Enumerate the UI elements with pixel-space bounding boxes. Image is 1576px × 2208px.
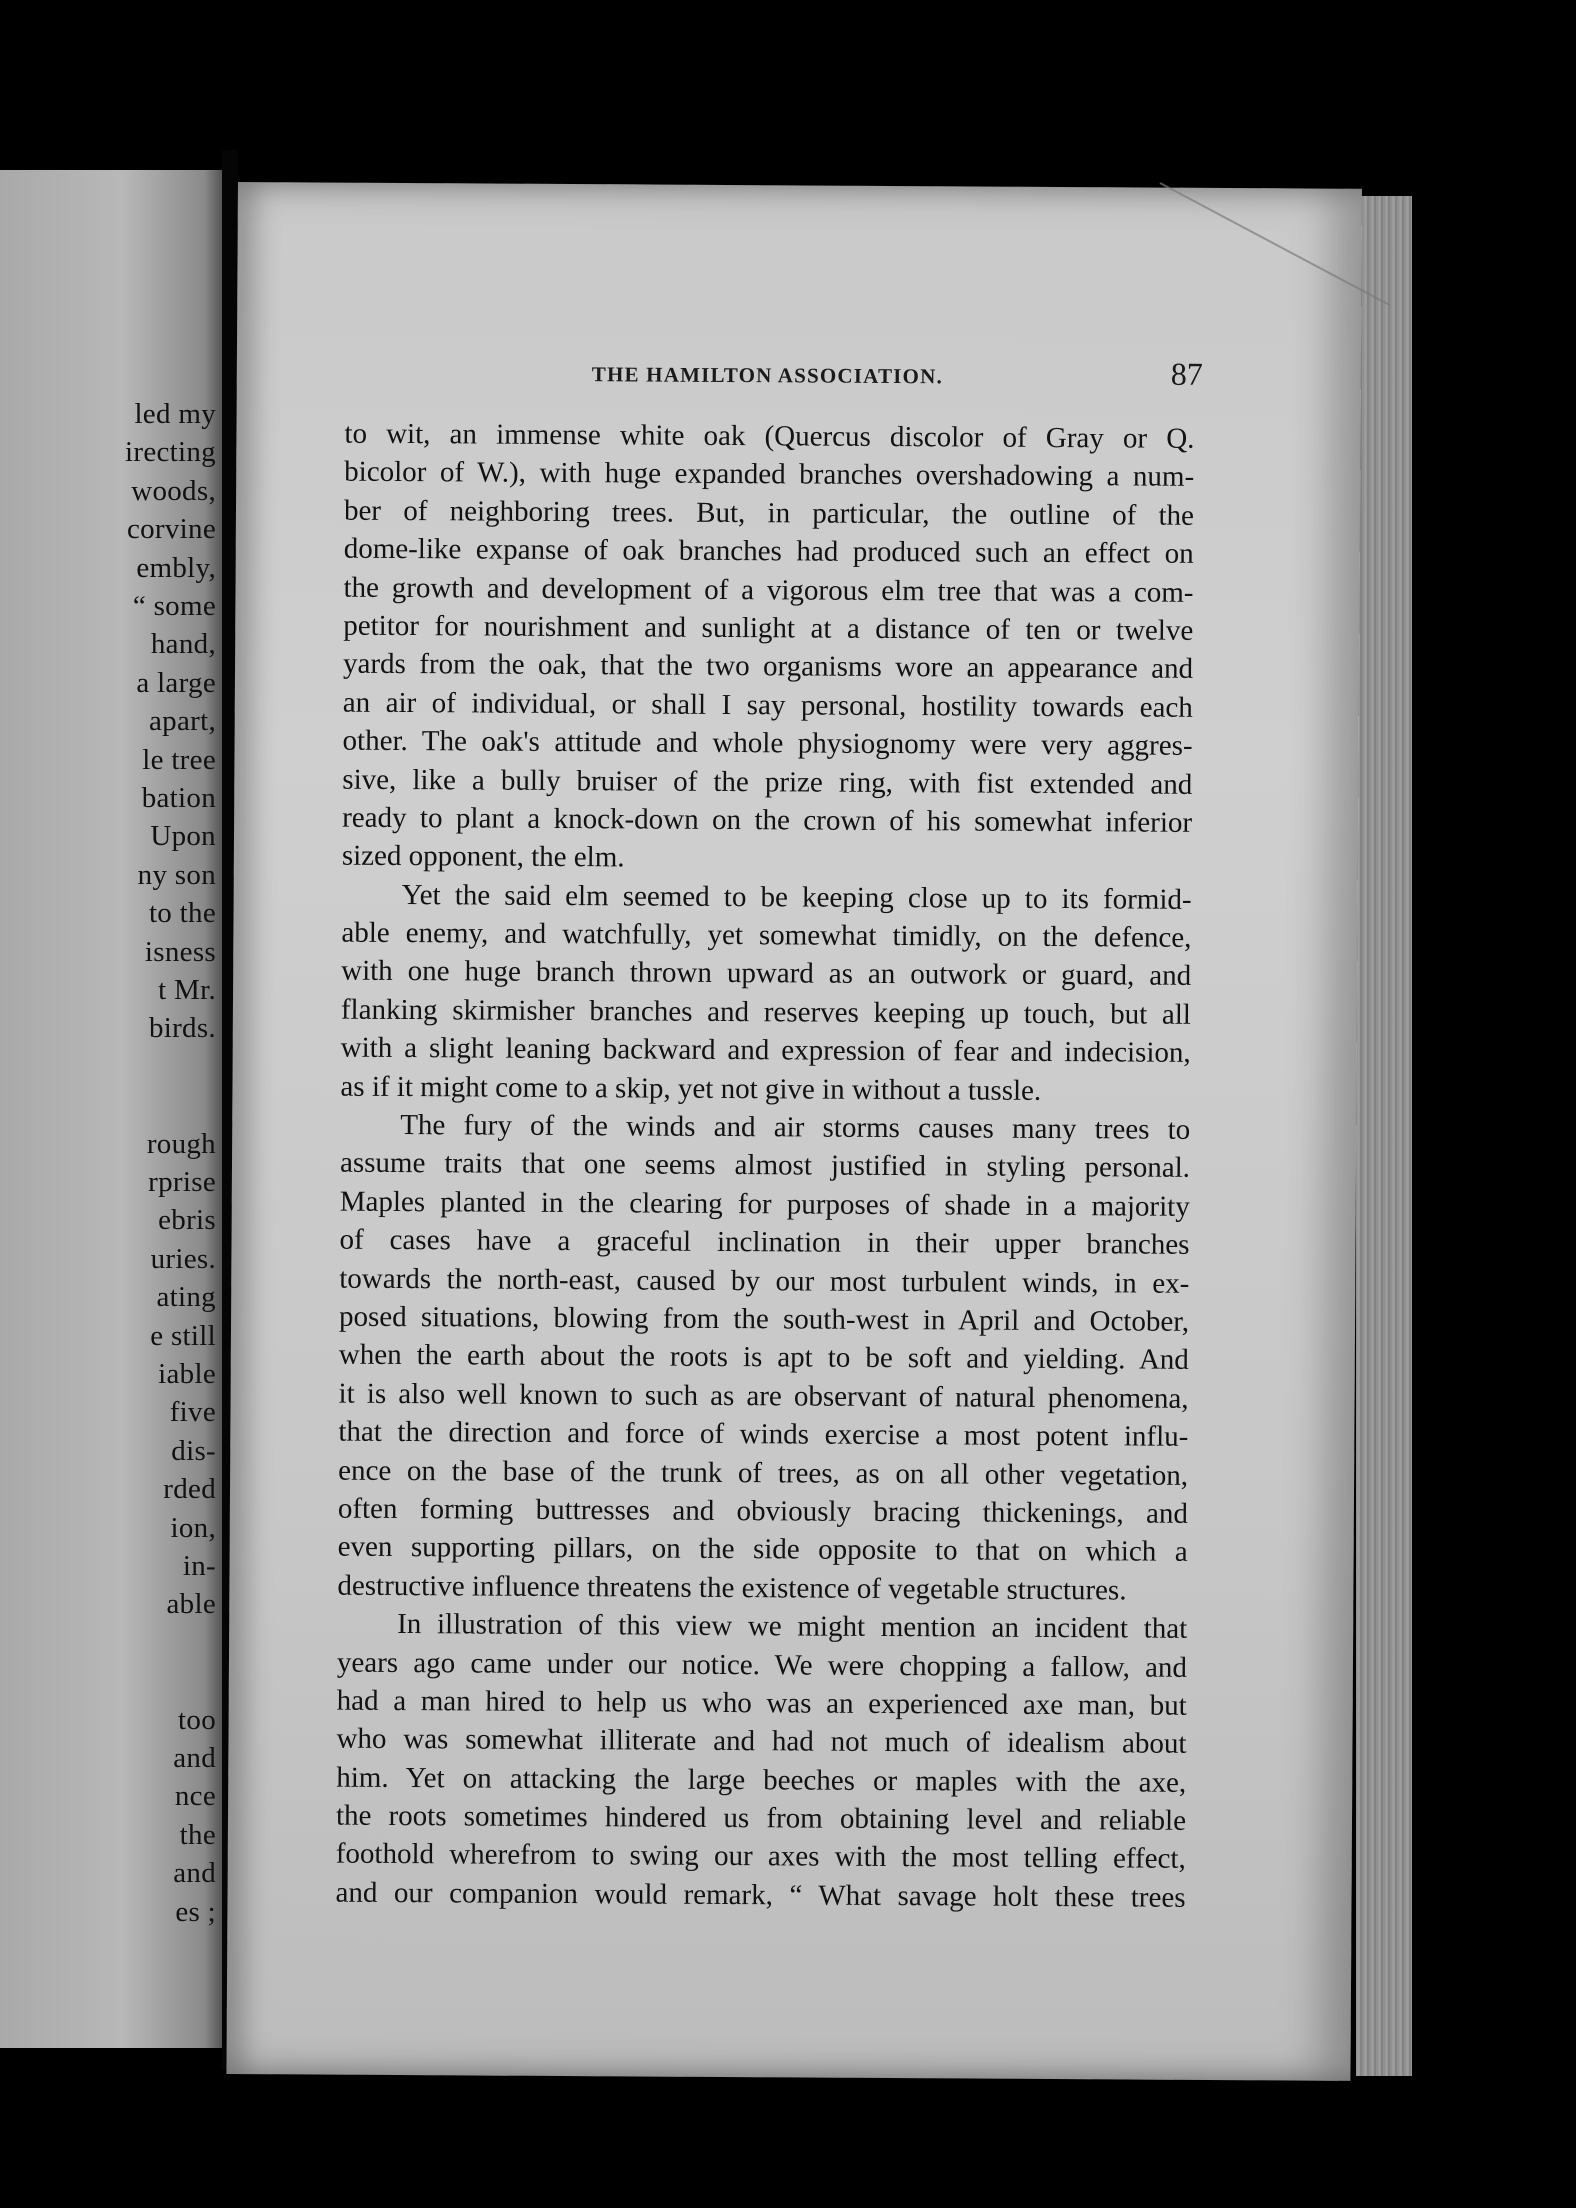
text-line: with one huge branch thrown upward as an outwork or guard, and [341, 955, 1192, 993]
text-line: him. Yet on attacking the large beeches or maples with the axe, [336, 1761, 1187, 1799]
left-page-line: bation [141, 782, 216, 814]
text-line: that the direction and force of winds exercise a most potent influ- [338, 1415, 1189, 1453]
left-page-line: es ; [175, 1895, 216, 1928]
text-line: Maples planted in the clearing for purposes of shade in a majority [339, 1185, 1190, 1223]
text-line: In illustration of this view we might mention an incident that [397, 1608, 1188, 1645]
left-page [0, 170, 222, 2048]
text-line: often forming buttresses and obviously bracing thickenings, and [337, 1492, 1188, 1530]
text-line: sive, like a bully bruiser of the prize ring, with fist extended and [342, 763, 1193, 801]
left-page-line: five [169, 1396, 216, 1429]
text-line: who was somewhat illiterate and had not much of idealism about [336, 1722, 1187, 1761]
left-page-line: and [173, 1742, 216, 1774]
left-page-line: rough [146, 1127, 216, 1160]
left-page-line: corvine [126, 513, 216, 546]
page-number: 87 [1170, 355, 1203, 392]
text-line: Yet the said elm seemed to be keeping close up to its formid- [401, 878, 1192, 916]
text-line: when the earth about the roots is apt to be soft and yielding. And [338, 1339, 1189, 1377]
page-header [237, 355, 1361, 392]
text-line: dome-like expanse of oak branches had produced such an effect on [343, 532, 1194, 571]
left-page-line: woods, [131, 474, 216, 507]
left-page-line: ating [156, 1281, 216, 1314]
left-page-line: too [178, 1703, 216, 1736]
text-line: towards the north-east, caused by our most turbulent winds, in ex- [339, 1262, 1190, 1300]
paragraph [335, 1605, 1187, 1917]
text-line: and our companion would remark, “ What savage holt these trees [335, 1876, 1186, 1914]
left-page-line: “ some [132, 590, 216, 622]
text-line: foothold wherefrom to swing our axes with the most telling effect, [335, 1838, 1186, 1876]
left-page-line: nce [174, 1780, 216, 1813]
text-line: The fury of the winds and air storms causes many trees to [400, 1109, 1191, 1146]
left-page-line: and [173, 1857, 216, 1890]
left-page-line: e still [150, 1319, 216, 1352]
left-page-line: irecting [125, 436, 216, 469]
text-line: of cases have a graceful inclination in their upper branches [339, 1223, 1190, 1262]
text-line: an air of individual, or shall I say personal, hostility towards each [342, 686, 1193, 724]
text-line: with a slight leaning backward and expression of fear and indecision, [340, 1031, 1191, 1070]
left-page-line: dis- [171, 1434, 216, 1467]
text-line: years ago came under our notice. We were chopping a fallow, and [336, 1646, 1188, 1684]
left-page-line: embly, [136, 551, 216, 584]
text-line: posed situations, blowing from the south-west in April and October, [338, 1300, 1190, 1338]
text-line: flanking skirmisher branches and reserves keeping up touch, but all [340, 993, 1192, 1031]
left-page-line: a large [136, 666, 216, 699]
text-line: assume traits that one seems almost justified in styling personal. [339, 1147, 1191, 1185]
text-line: it is also well known to such as are observant of natural phenomena, [338, 1377, 1189, 1415]
left-page-line: le tree [142, 743, 216, 776]
left-page-line: to the [148, 897, 216, 930]
left-page-line: rded [163, 1473, 216, 1506]
text-line: destructive influence threatens the existence of vegetable structures. [337, 1569, 1127, 1607]
page-edges [1356, 196, 1412, 2076]
text-line: sized opponent, the elm. [341, 839, 625, 874]
left-page-line: the [179, 1818, 216, 1851]
left-page-line: uries. [150, 1242, 216, 1275]
left-page-line: ny son [137, 858, 216, 891]
left-page-line: ebris [158, 1204, 216, 1237]
text-line: yards from the oak, that the two organisms wore an appearance and [342, 647, 1194, 686]
paragraph [337, 1106, 1190, 1610]
body-text [335, 415, 1194, 1917]
left-page-line: t Mr. [158, 974, 216, 1006]
text-line: ber of neighboring trees. But, in particular, the outline of the [343, 494, 1195, 532]
running-head: THE HAMILTON ASSOCIATION. [591, 362, 944, 389]
left-page-line: ion, [170, 1511, 216, 1544]
left-page-line: iable [158, 1358, 216, 1390]
left-page-line: birds. [148, 1012, 216, 1045]
left-page-line: in- [182, 1550, 216, 1582]
text-line: as if it might come to a skip, yet not give in without a tussle. [340, 1070, 1042, 1107]
text-line: ready to plant a knock-down on the crown of his somewhat inferior [342, 801, 1193, 839]
text-line: able enemy, and watchfully, yet somewhat timidly, on the defence, [341, 916, 1192, 954]
text-line: the growth and development of a vigorous elm tree that was a com- [343, 571, 1194, 609]
left-page-line: Upon [150, 820, 216, 853]
left-page-line: isness [144, 935, 216, 968]
left-page-line: able [166, 1588, 216, 1621]
text-line: even supporting pillars, on the side opposite to that on which a [337, 1530, 1188, 1569]
paragraph [340, 875, 1191, 1111]
text-line: to wit, an immense white oak (Quercus discolor of Gray or Q. [344, 417, 1195, 455]
paragraph [342, 415, 1195, 881]
left-page-line: apart, [148, 705, 216, 738]
text-line: other. The oak's attitude and whole physiognomy were very aggres- [342, 724, 1193, 762]
right-page [226, 182, 1362, 2081]
left-page-line: rprise [148, 1166, 216, 1198]
left-page-line: led my [134, 398, 216, 430]
text-line: bicolor of W.), with huge expanded branches overshadowing a num- [344, 456, 1195, 494]
text-line: petitor for nourishment and sunlight at a distance of ten or twelve [343, 609, 1194, 647]
text-line: had a man hired to help us who was an experienced axe man, but [336, 1684, 1187, 1722]
text-line: the roots sometimes hindered us from obtaining level and reliable [335, 1799, 1187, 1837]
text-line: ence on the base of the trunk of trees, as on all other vegetation, [338, 1454, 1189, 1492]
left-page-line: hand, [150, 628, 216, 661]
